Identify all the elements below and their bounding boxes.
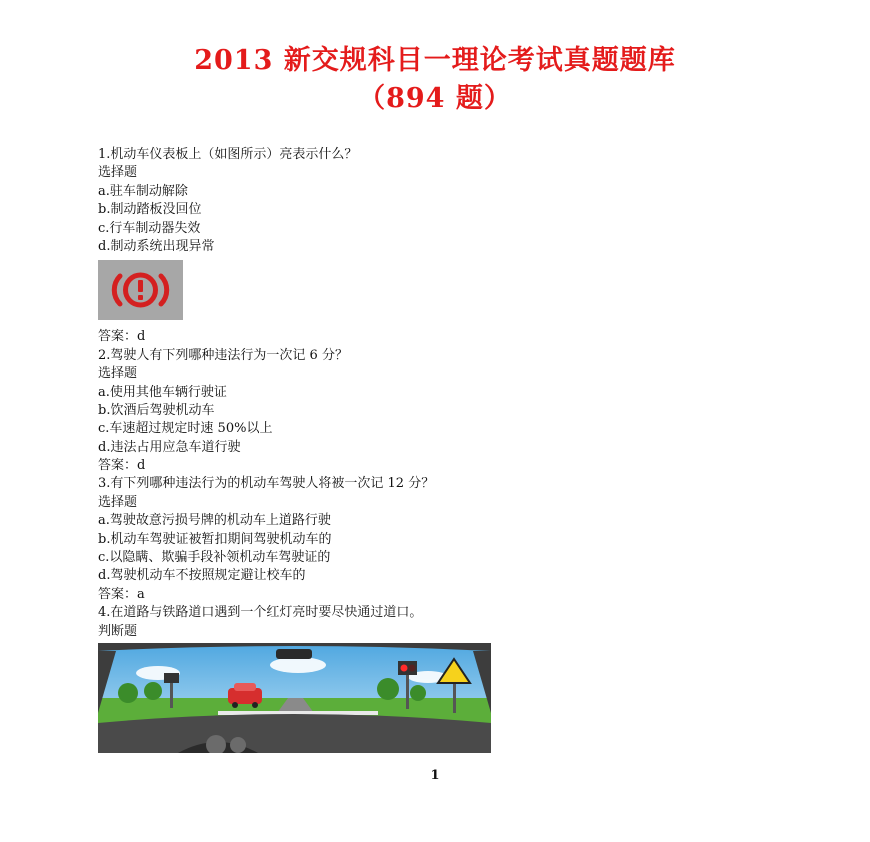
question-3-option-b: b.机动车驾驶证被暂扣期间驾驶机动车的 (98, 531, 332, 547)
question-2-answer: 答案：d (98, 458, 146, 474)
question-3-option-a: a.驾驶故意污损号牌的机动车上道路行驶 (98, 513, 331, 529)
question-3-answer: 答案：a (98, 586, 145, 602)
question-2-type: 选择题 (98, 366, 138, 382)
question-3-type: 选择题 (98, 494, 138, 510)
railway-crossing-illustration (98, 643, 491, 753)
question-2-option-a: a.使用其他车辆行驶证 (98, 384, 227, 400)
question-3-option-c: c.以隐瞒、欺骗手段补领机动车驾驶证的 (98, 550, 331, 566)
question-2-option-b: b.饮酒后驾驶机动车 (98, 402, 215, 418)
question-1-option-c: c.行车制动器失效 (98, 220, 201, 236)
question-1-option-b: b.制动踏板没回位 (98, 202, 202, 218)
question-2-text: 2.驾驶人有下列哪种违法行为一次记 6 分？ (98, 347, 348, 363)
brake-warning-icon (98, 260, 183, 320)
document-subtitle: （894 题） (358, 83, 512, 114)
question-1-option-d: d.制动系统出现异常 (98, 238, 215, 254)
question-1-option-a: a.驻车制动解除 (98, 183, 188, 199)
question-1-answer: 答案：d (98, 329, 146, 345)
question-3-option-d: d.驾驶机动车不按照规定避让校车的 (98, 568, 306, 584)
question-2-option-d: d.违法占用应急车道行驶 (98, 439, 241, 455)
question-3-text: 3.有下列哪种违法行为的机动车驾驶人将被一次记 12 分？ (98, 476, 435, 492)
question-1-text: 1.机动车仪表板上（如图所示）亮表示什么？ (98, 147, 358, 162)
question-2-option-c: c.车速超过规定时速 50%以上 (98, 421, 273, 437)
railway-crossing-scene-image (98, 643, 491, 753)
question-1-type: 选择题 (98, 165, 138, 181)
brake-warning-light-image (98, 260, 183, 320)
document-title: 2013 新交规科目一理论考试真题题库 (194, 45, 676, 76)
question-4-text: 4.在道路与铁路道口遇到一个红灯亮时要尽快通过道口。 (98, 605, 423, 621)
question-list (98, 146, 798, 753)
question-4-type: 判断题 (98, 623, 138, 639)
page-number: 1 (430, 768, 440, 783)
